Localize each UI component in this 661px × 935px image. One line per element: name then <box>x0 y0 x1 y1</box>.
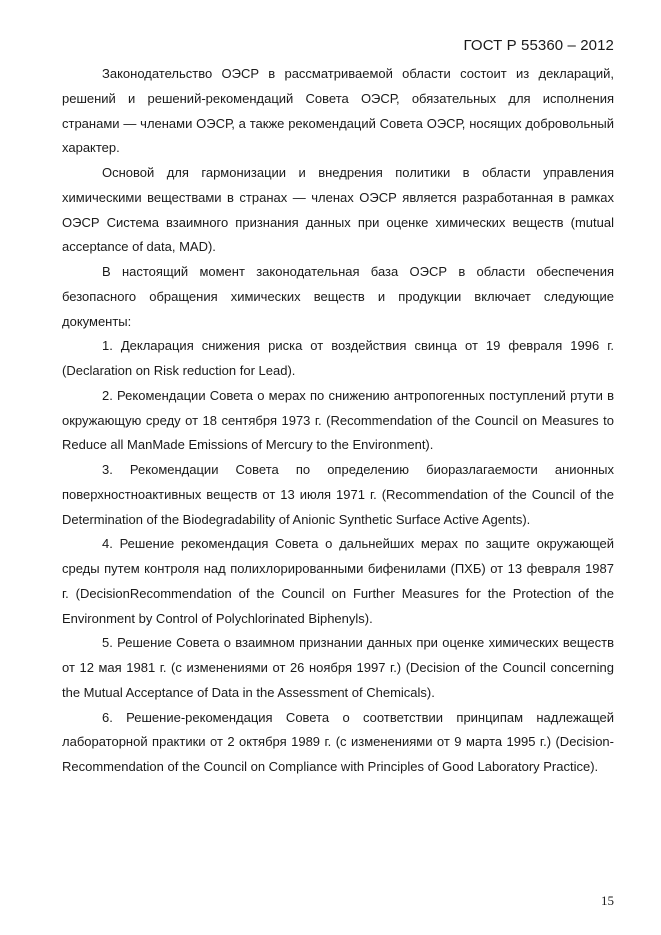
paragraph-legislative-base: В настоящий момент законодательная база ОЭСР в области обеспечения безопасного обращения химических веществ и продукции включает следующие документы: <box>62 264 614 329</box>
paragraph-harmonization: Основой для гармонизации и внедрения политики в области управления химическими веществами в странах — членах ОЭСР является разработанная в рамках ОЭСР Система взаимного признания данных при оценке химических веществ (mutual acceptance of data, MAD). <box>62 165 614 255</box>
page-number: 15 <box>601 893 614 908</box>
paragraph-oecd-legislation: Законодательство ОЭСР в рассматриваемой области состоит из деклараций, решений и решений-рекомендаций Совета ОЭСР, обязательных для исполнения странами — членами ОЭСР, а также рекомендаций Совета ОЭСР, носящих добровольный характер. <box>62 66 614 156</box>
list-item-5: 5. Решение Совета о взаимном признании данных при оценке химических веществ от 12 мая 1981 г. (с изменениями от 26 ноября 1997 г.) (Decision of the Council concerning the Mutual Acceptance of Data in the Assessment of Chemicals). <box>62 635 614 700</box>
body-text <box>62 62 614 780</box>
list-item-2: 2. Рекомендации Совета о мерах по снижению антропогенных поступлений ртути в окружающую среду от 18 сентября 1973 г. (Recommendation of the Council on Measures to Reduce all ManMade Emissions of Mercury to the Environment). <box>62 387 614 453</box>
list-item-1: 1. Декларация снижения риска от воздействия свинца от 19 февраля 1996 г. (Declaration on Risk reduction for Lead). <box>62 338 614 378</box>
list-item-3: 3. Рекомендации Совета по определению биоразлагаемости анионных поверхностноактивных веществ от 13 июля 1971 г. (Recommendation of the Council of the Determination of the Biodegradability of Anionic Synthetic Surface Active Agents). <box>62 462 614 527</box>
list-item-4: 4. Решение рекомендация Совета о дальнейших мерах по защите окружающей среды путем контроля над полихлорированными бифенилами (ПХБ) от 13 февраля 1987 г. (DecisionRecommendation of the Council on Further Measures for the Protection of the Environment by Control of Polychlorinated Biphenyls). <box>62 536 614 626</box>
standard-designation: ГОСТ Р 55360 – 2012 <box>463 37 614 54</box>
list-item-6: 6. Решение-рекомендация Совета о соответствии принципам надлежащей лабораторной практики от 2 октября 1989 г. (с изменениями от 9 марта 1995 г.) (Decision-Recommendation of the Council on Compliance with Principles of Good Laboratory Practice). <box>62 709 614 774</box>
